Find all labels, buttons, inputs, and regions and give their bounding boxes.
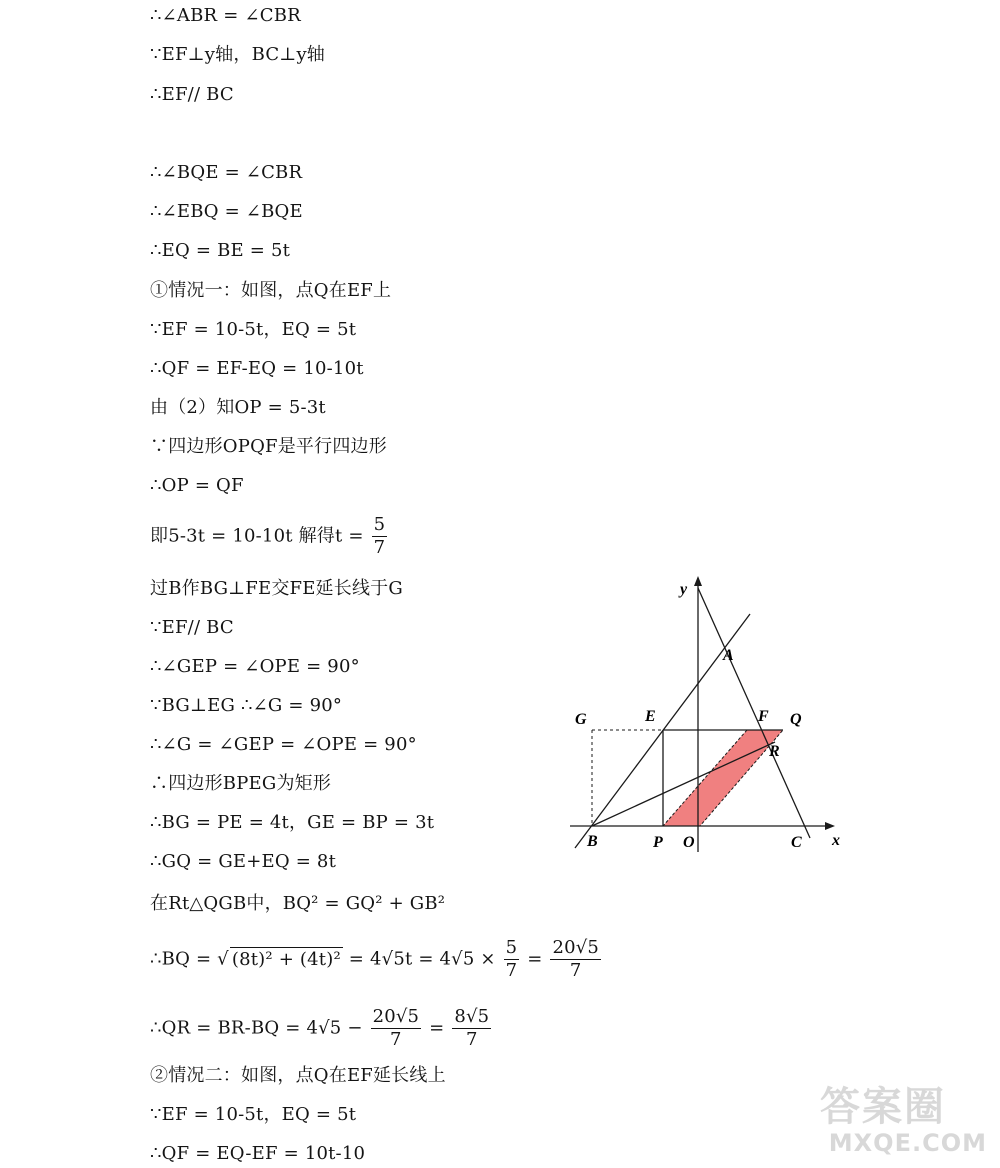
text-line: ∴∠ABR = ∠CBR <box>150 5 301 26</box>
text-fragment: = 4√5t = 4√5 × <box>342 948 502 970</box>
watermark-logo <box>820 1085 995 1165</box>
text-line: ∴QF = EF-EQ = 10-10t <box>150 358 364 379</box>
text-fragment: = <box>521 948 549 970</box>
sqrt-radicand: (8t)² + (4t)² <box>231 948 341 970</box>
text-line: ∴OP = QF <box>150 475 244 496</box>
watermark-bottom-text: MXQE.COM <box>828 1129 987 1157</box>
geometry-figure <box>565 570 850 855</box>
text-line: ∵四边形OPQF是平行四边形 <box>150 436 387 457</box>
text-line: ∴∠G = ∠GEP = ∠OPE = 90° <box>150 734 417 755</box>
label-f: F <box>758 708 769 725</box>
text-line: ①情况一：如图，点Q在EF上 <box>150 280 392 301</box>
x-axis-arrow <box>825 822 835 830</box>
text-fragment: ∴BQ = <box>150 948 218 970</box>
text-line: ∴四边形BPEG为矩形 <box>150 773 332 794</box>
fraction-denominator: 7 <box>505 960 518 981</box>
label-e: E <box>645 708 656 725</box>
fraction-numerator: 5 <box>373 514 386 535</box>
text-line: 过B作BG⊥FE交FE延长线于G <box>150 578 403 599</box>
fraction-denominator: 7 <box>373 537 386 558</box>
text-line: ②情况二：如图，点Q在EF延长线上 <box>150 1065 446 1086</box>
sqrt-symbol: √ <box>217 948 229 970</box>
text-line: ∵BG⊥EG ∴∠G = 90° <box>150 695 343 716</box>
text-fragment: ∴QR = BR-BQ = 4√5 − <box>150 1017 369 1039</box>
fraction-numerator: 20√5 <box>372 1006 420 1027</box>
fraction-denominator: 7 <box>569 960 582 981</box>
label-y: y <box>680 581 688 598</box>
label-b: B <box>587 833 598 850</box>
text-line: ∴GQ = GE+EQ = 8t <box>150 851 337 872</box>
label-x: x <box>832 832 840 849</box>
text-line: ∴∠BQE = ∠CBR <box>150 162 303 183</box>
watermark-top-text: 答案圈 <box>820 1084 946 1130</box>
fraction-denominator: 7 <box>466 1029 478 1050</box>
fraction-denominator: 7 <box>390 1029 402 1050</box>
text-line: ∵EF// BC <box>150 617 234 638</box>
fraction <box>452 1006 491 1051</box>
fraction <box>550 937 601 982</box>
fraction <box>504 937 520 982</box>
fraction-numerator: 20√5 <box>552 937 600 958</box>
fraction <box>372 514 388 559</box>
text-line: ∴BG = PE = 4t，GE = BP = 3t <box>150 812 435 833</box>
text-fragment: = <box>423 1017 451 1039</box>
text-line: ∴EF// BC <box>150 84 234 105</box>
label-q: Q <box>790 711 802 728</box>
label-a: A <box>723 647 734 664</box>
shaded-parallelogram <box>663 730 783 826</box>
label-c: C <box>791 834 802 851</box>
label-p: P <box>653 834 663 851</box>
text-line: ∴∠GEP = ∠OPE = 90° <box>150 656 360 677</box>
text-line: ∴EQ = BE = 5t <box>150 240 291 261</box>
text-line: ∴∠EBQ = ∠BQE <box>150 201 303 222</box>
y-axis-arrow <box>694 576 702 586</box>
text-fragment: 即5-3t = 10-10t 解得t = <box>150 525 370 547</box>
text-line: ∵EF⊥y轴，BC⊥y轴 <box>150 44 326 65</box>
text-line: 在Rt△QGB中，BQ² = GQ² + GB² <box>150 893 446 914</box>
label-g: G <box>575 711 587 728</box>
text-line: 由（2）知OP = 5-3t <box>150 397 326 418</box>
label-o: O <box>683 834 695 851</box>
fraction-numerator: 5 <box>505 937 518 958</box>
text-line <box>150 514 389 559</box>
label-r: R <box>769 743 780 760</box>
fraction-numerator: 8√5 <box>454 1006 490 1027</box>
fraction <box>371 1006 422 1051</box>
text-line: ∴QF = EQ-EF = 10t-10 <box>150 1143 366 1164</box>
text-line: ∵EF = 10-5t，EQ = 5t <box>150 1104 357 1125</box>
text-line: ∵EF = 10-5t，EQ = 5t <box>150 319 357 340</box>
text-line <box>150 937 603 982</box>
text-line <box>150 1006 493 1051</box>
